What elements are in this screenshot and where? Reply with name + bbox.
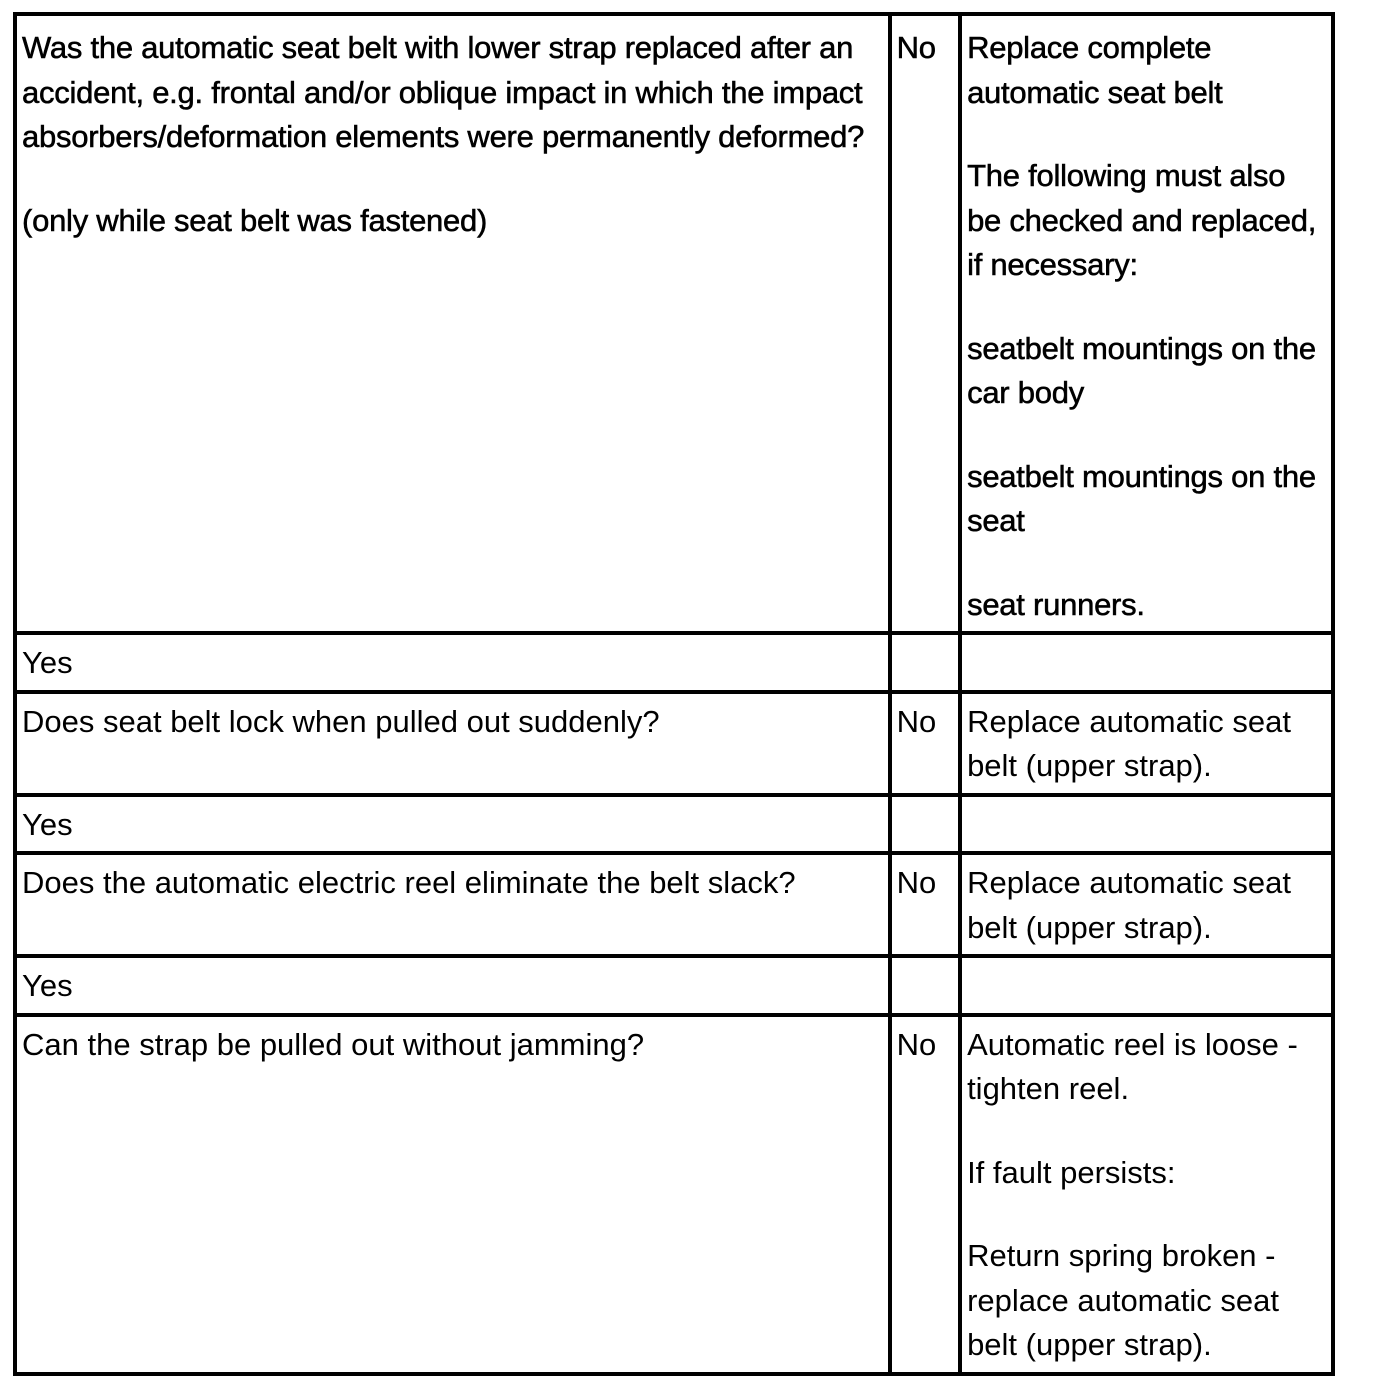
answer-text: No	[896, 865, 937, 900]
action-text: seat runners.	[967, 586, 1145, 622]
question-text: Does seat belt lock when pulled out suddenly?	[22, 703, 660, 739]
action-cell	[960, 692, 1333, 795]
yes-cell	[15, 956, 890, 1015]
yes-label: Yes	[22, 968, 73, 1003]
question-cell	[15, 692, 890, 795]
question-cell	[15, 1015, 890, 1374]
action-text: Replace automatic seat belt (upper strap).	[967, 703, 1292, 783]
action-text: Return spring broken - replace automatic seat belt (upper strap).	[967, 1238, 1279, 1362]
question-cell	[15, 853, 890, 956]
answer-cell	[890, 692, 960, 795]
action-text: seatbelt mountings on the seat	[967, 458, 1316, 538]
table-row	[15, 1015, 1333, 1374]
empty-cell	[890, 795, 960, 854]
table-row	[15, 692, 1333, 795]
table-row	[15, 853, 1333, 956]
table-row	[15, 633, 1333, 692]
question-text: Does the automatic electric reel eliminate the belt slack?	[22, 865, 796, 900]
table-row	[15, 795, 1333, 854]
action-cell	[960, 14, 1333, 633]
answer-text: No	[896, 30, 936, 65]
action-cell	[960, 853, 1333, 956]
empty-cell	[890, 956, 960, 1015]
table-row	[15, 956, 1333, 1015]
yes-cell	[15, 633, 890, 692]
action-cell	[960, 1015, 1333, 1374]
action-text: Automatic reel is loose - tighten reel.	[967, 1026, 1298, 1106]
action-text: seatbelt mountings on the car body	[967, 330, 1316, 410]
empty-cell	[960, 633, 1333, 692]
yes-label: Yes	[22, 645, 73, 680]
answer-cell	[890, 1015, 960, 1374]
question-cell	[15, 14, 890, 633]
answer-cell	[890, 853, 960, 956]
diagnostic-table	[13, 12, 1335, 1376]
answer-text: No	[896, 1026, 937, 1062]
action-text: The following must also be checked and replaced, if necessary:	[967, 158, 1317, 282]
action-text: If fault persists:	[967, 1154, 1176, 1190]
table-row	[15, 14, 1333, 633]
action-text: Replace complete automatic seat belt	[967, 30, 1223, 110]
answer-text: No	[896, 703, 937, 739]
empty-cell	[890, 633, 960, 692]
action-text: Replace automatic seat belt (upper strap).	[967, 865, 1292, 945]
question-text: Was the automatic seat belt with lower strap replaced after an accident, e.g. frontal and/or oblique impact in which the impact absorbers/deformation elements were permanently deformed?	[22, 30, 865, 154]
yes-cell	[15, 795, 890, 854]
question-text: Can the strap be pulled out without jamming?	[22, 1026, 645, 1062]
question-note: (only while seat belt was fastened)	[22, 202, 488, 238]
empty-cell	[960, 795, 1333, 854]
answer-cell	[890, 14, 960, 633]
empty-cell	[960, 956, 1333, 1015]
yes-label: Yes	[22, 806, 73, 842]
